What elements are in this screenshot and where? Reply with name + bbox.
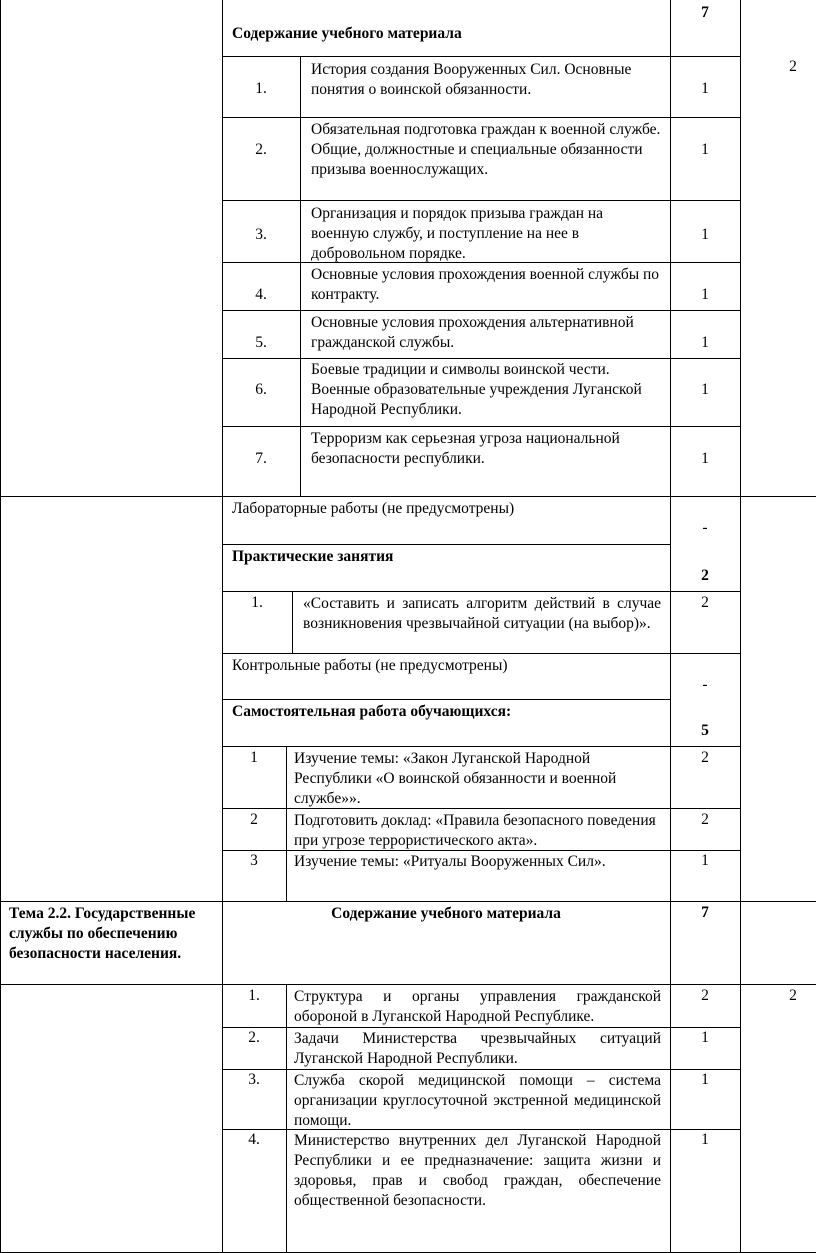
row-number: 4.	[255, 286, 267, 303]
row-hours: 1	[701, 286, 709, 303]
row-number: 3.	[248, 1071, 260, 1088]
row-hours: 1	[701, 226, 709, 243]
control-works-hours: -	[702, 676, 708, 693]
header-hours: 7	[701, 904, 709, 921]
row-text: Изучение темы: «Закон Луганской Народной Республики «О воинской обязанности и военной службе»».	[294, 750, 617, 807]
row-number: 1.	[248, 987, 260, 1004]
row-hours: 1	[701, 1029, 709, 1046]
row-number: 1.	[251, 594, 263, 611]
row-text: Подготовить доклад: «Правила безопасного поведения при угрозе террористического акта».	[294, 812, 656, 849]
row-number: 6.	[255, 381, 267, 398]
row-hours: 1	[701, 450, 709, 467]
row-number: 5.	[255, 334, 267, 351]
row-number: 1.	[255, 80, 267, 97]
row-number: 2.	[255, 141, 267, 158]
row-text: Организация и порядок призыва граждан на военную службу, и поступление на нее в добровольном порядке.	[311, 205, 604, 262]
row-text: Боевые традиции и символы воинской чести. Военные образовательные учреждения Луганской Народной Республики.	[311, 361, 642, 418]
row-hours: 1	[701, 334, 709, 351]
row-text: История создания Вооруженных Сил. Основные понятия о воинской обязанности.	[311, 61, 632, 98]
row-text: «Составить и записать алгоритм действий в случае возникновения чрезвычайной ситуации (на выбор)».	[303, 595, 661, 632]
row-hours: 1	[701, 141, 709, 158]
row-number: 3	[250, 852, 258, 869]
lab-works-hours: -	[702, 519, 708, 536]
row-text: Министерство внутренних дел Луганской Народной Республики и ее предназначение: защита жизни и здоровья, прав и свобод граждан, обеспечение общественной безопасности.	[294, 1132, 661, 1209]
row-hours: 2	[701, 987, 709, 1004]
row-text: Основные условия прохождения военной службы по контракту.	[311, 266, 660, 303]
row-text: Обязательная подготовка граждан к военной службе. Общие, должностные и специальные обязанности призыва военнослужащих.	[311, 121, 661, 178]
row-hours: 1	[701, 1071, 709, 1088]
row-number: 2.	[248, 1029, 260, 1046]
row-hours: 2	[701, 749, 709, 766]
mastery-level: 2	[789, 987, 797, 1004]
section-header: Содержание учебного материала	[331, 905, 561, 922]
row-number: 2	[250, 811, 258, 828]
row-number: 4.	[248, 1131, 260, 1148]
self-study-label: Самостоятельная работа обучающихся:	[232, 703, 512, 720]
row-hours: 1	[701, 852, 709, 869]
row-text: Основные условия прохождения альтернативной гражданской службы.	[311, 314, 634, 351]
lab-works-label: Лабораторные работы (не предусмотрены)	[232, 500, 515, 517]
row-text: Терроризм как серьезная угроза национальной безопасности республики.	[311, 430, 620, 467]
control-works-label: Контрольные работы (не предусмотрены)	[232, 657, 508, 674]
row-hours: 1	[701, 381, 709, 398]
row-text: Структура и органы управления гражданской обороной в Луганской Народной Республике.	[294, 988, 661, 1025]
topic-title: Тема 2.2. Государственные службы по обеспечению безопасности населения.	[9, 905, 196, 962]
row-text: Изучение темы: «Ритуалы Вооруженных Сил».	[294, 853, 606, 870]
row-text: Служба скорой медицинской помощи – система организации круглосуточной экстренной медицинской помощи.	[294, 1072, 661, 1129]
header-hours: 7	[701, 4, 709, 21]
mastery-level: 2	[789, 58, 797, 75]
row-hours: 2	[701, 594, 709, 611]
self-study-hours: 5	[701, 722, 709, 739]
row-number: 7.	[255, 450, 267, 467]
practice-label: Практические занятия	[232, 548, 394, 565]
row-text: Задачи Министерства чрезвычайных ситуаций Луганской Народной Республики.	[294, 1030, 661, 1067]
row-hours: 1	[701, 1131, 709, 1148]
row-number: 3.	[255, 226, 267, 243]
section-header: Содержание учебного материала	[232, 25, 462, 42]
row-number: 1	[250, 749, 258, 766]
row-hours: 2	[701, 811, 709, 828]
row-hours: 1	[701, 80, 709, 97]
practice-hours: 2	[701, 567, 709, 584]
